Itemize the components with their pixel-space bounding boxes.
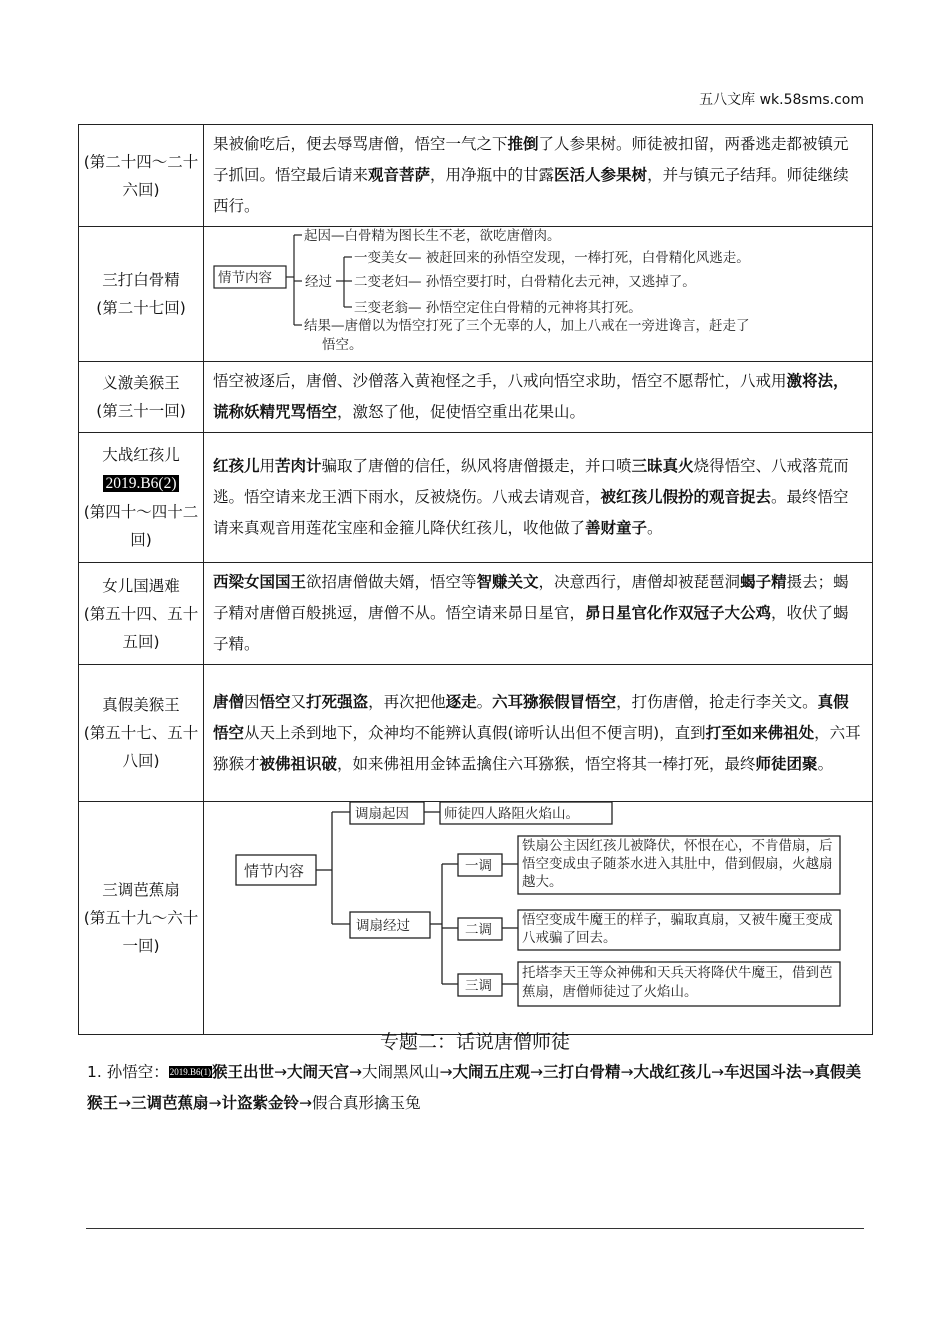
body-text: 用 (259, 457, 276, 475)
content-cell (204, 563, 873, 665)
diagram-step-1-text: 铁扇公主因红孩儿被降伏，怀恨在心，不肯借扇，后悟空变成虫子随茶水进入其肚中，借到假扇，火越扇越大。 (522, 838, 833, 890)
emphasis-text: 西梁女国国王 (213, 573, 307, 591)
table-row (79, 665, 873, 802)
emphasis-text: 真假悟空 (213, 692, 849, 742)
chapter-label: (第五十七、五十八回) (83, 724, 199, 770)
emphasis-text: 被佛祖识破 (259, 754, 338, 773)
exam-badge: 2019.B6(1) (169, 1067, 211, 1077)
diagram-step-1: 一变美女— 被赶回来的孙悟空发现，一棒打死，白骨精化风逃走。 (354, 250, 750, 266)
body-text: 摄去；蝎子精对唐僧百般挑逗，唐僧不从。悟空请来昴日星官， (213, 573, 849, 622)
emphasis-text: 被红孩儿假扮的观音捉去 (600, 488, 772, 506)
episode-title: 真假美猴王 (102, 696, 180, 714)
body-text: 果被偷吃后，便去辱骂唐僧，悟空一气之下 (213, 135, 508, 153)
chapter-label: (第五十四、五十五回) (83, 604, 199, 651)
emphasis-text: 悟空 (259, 692, 291, 711)
body-text: ，并与镇元子结拜。师徒继续西行。 (213, 166, 849, 215)
content-cell (204, 125, 873, 227)
table-row (79, 802, 873, 1035)
body-text: ，六耳猕猴才 (213, 723, 861, 773)
body-text: → (273, 1063, 287, 1081)
content-cell (204, 362, 873, 433)
emphasis-text: 智赚关文 (476, 573, 539, 591)
diagram-cell (204, 227, 873, 362)
body-text: → (711, 1063, 725, 1081)
list-item-prefix: 1. 孙悟空： (87, 1063, 169, 1081)
body-text: → (620, 1063, 634, 1081)
emphasis-text: 逐走 (445, 692, 477, 711)
emphasis-text: 推倒 (507, 135, 539, 153)
body-text: 从天上杀到地下，众神均不能辨认真假(谛听认出但不便言明)，直到 (244, 723, 706, 742)
table-row (79, 125, 873, 227)
diagram-step-3: 三变老翁— 孙悟空定住白骨精的元神将其打死。 (354, 300, 642, 316)
plot-diagram-fan (204, 802, 872, 1030)
diagram-cause-label: 调扇起因 (355, 806, 409, 822)
episode-title: 义激美猴王 (102, 374, 180, 392)
chapter-label: (第二十四～二十六回) (83, 152, 199, 199)
emphasis-text: 善财童子 (585, 519, 648, 537)
emphasis-text: 真假美猴王 (87, 1063, 862, 1112)
body-text: →大闹黑风山→ (349, 1063, 453, 1081)
body-text: 。 (817, 754, 834, 773)
body-text: 了人参果树。师徒被扣留，两番逃走都被镇元子抓回。悟空最后请来 (213, 135, 849, 184)
title-cell (79, 665, 204, 802)
diagram-step-3-label: 三调 (465, 978, 492, 994)
diagram-step-2-text: 悟空变成牛魔王的样子，骗取真扇，又被牛魔王变成八戒骗了回去。 (522, 912, 833, 946)
diagram-main-label: 情节内容 (244, 862, 305, 880)
body-text: 。 (647, 519, 663, 537)
footer-divider (86, 1228, 864, 1229)
body-text: 欲招唐僧做夫婿，悟空等 (306, 573, 477, 591)
body-text: ，再次把他 (368, 692, 446, 711)
title-cell (79, 563, 204, 665)
diagram-step-2-label: 二调 (465, 922, 492, 938)
title-cell (79, 433, 204, 563)
emphasis-text: 昴日星官化作双冠子大公鸡 (585, 604, 772, 622)
content-cell (204, 665, 873, 802)
body-text: 悟空被逐后，唐僧、沙僧落入黄袍怪之手，八戒向悟空求助，悟空不愿帮忙，八戒用 (213, 372, 787, 390)
emphasis-text: 医活人参果树 (554, 166, 648, 184)
title-cell (79, 362, 204, 433)
body-text: → (118, 1094, 132, 1112)
emphasis-text: 大闹天宫 (286, 1063, 349, 1081)
exam-badge: 2019.B6(2) (105, 475, 177, 492)
body-text: 又 (290, 692, 307, 711)
emphasis-text: 观音菩萨 (368, 166, 431, 184)
body-text: ，打伤唐僧，抢走行李关文。 (616, 692, 818, 711)
body-text: → (208, 1094, 222, 1112)
emphasis-text: 车迟国斗法 (724, 1063, 802, 1081)
table-row (79, 433, 873, 563)
emphasis-text: 师徒团聚 (755, 754, 818, 773)
episode-title: 女儿国遇难 (102, 576, 180, 595)
section-title: 专题二：话说唐僧师徒 (379, 1031, 570, 1053)
table-row (79, 227, 873, 362)
emphasis-text: 六耳猕猴假冒悟空 (492, 692, 617, 711)
diagram-result: 结果—唐僧以为悟空打死了三个无辜的人，加上八戒在一旁进谗言，赶走了 (304, 318, 750, 334)
title-cell (79, 802, 204, 1035)
diagram-cause-text: 师徒四人路阻火焰山。 (444, 806, 579, 822)
diagram-cause: 起因—白骨精为图长生不老，欲吃唐僧肉。 (304, 228, 561, 244)
list-item (87, 1057, 867, 1119)
title-cell (79, 227, 204, 362)
table-row (79, 563, 873, 665)
emphasis-text: 蝎子精 (740, 573, 787, 591)
emphasis-text: 激将法，谎称妖精咒骂悟空 (213, 372, 849, 421)
emphasis-text: 苦肉计 (275, 457, 322, 475)
chapter-cell (79, 125, 204, 227)
emphasis-text: 打死强盗 (306, 692, 369, 711)
table-row (79, 362, 873, 433)
emphasis-text: 三昧真火 (631, 457, 694, 475)
body-text: ，如来佛祖用金钵盂擒住六耳猕猴，悟空将其一棒打死，最终 (337, 754, 756, 773)
content-cell (204, 433, 873, 563)
chapter-label: (第三十一回) (96, 402, 186, 420)
diagram-step-1-label: 一调 (465, 858, 492, 874)
watermark: 五八文库 wk.58sms.com (699, 92, 864, 108)
body-text: ，激怒了他，促使悟空重出花果山。 (337, 403, 586, 421)
body-text: ，收伏了蝎子精。 (213, 604, 849, 653)
diagram-process-label: 经过 (305, 274, 332, 290)
diagram-main-label: 情节内容 (218, 270, 272, 286)
emphasis-text: 三打白骨精 (543, 1063, 621, 1081)
plot-table (78, 124, 873, 1035)
emphasis-text: 三调芭蕉扇 (131, 1094, 209, 1112)
body-text: 。最终悟空请来真观音用莲花宝座和金箍儿降伏红孩儿，收他做了 (213, 488, 849, 537)
episode-title: 大战红孩儿 (102, 446, 180, 464)
body-text: 因 (244, 692, 260, 711)
body-text: 骗取了唐僧的信任，纵风将唐僧摄走，并口喷 (321, 457, 632, 475)
emphasis-text: 大战红孩儿 (633, 1063, 712, 1081)
diagram-process-label: 调扇经过 (356, 918, 410, 934)
emphasis-text: 唐僧 (213, 692, 245, 711)
emphasis-text: 红孩儿 (213, 457, 260, 475)
diagram-result-cont: 悟空。 (322, 337, 363, 353)
emphasis-text: 猴王出世 (211, 1063, 274, 1081)
body-text: 。 (476, 692, 493, 711)
emphasis-text: 打至如来佛祖处 (705, 723, 815, 742)
chapter-label: (第五十九～六十一回) (83, 909, 199, 955)
diagram-step-3-text: 托塔李天王等众神佛和天兵天将降伏牛魔王，借到芭蕉扇，唐僧师徒过了火焰山。 (522, 965, 833, 1000)
body-text: ，决意西行，唐僧却被琵琶洞 (538, 573, 741, 591)
emphasis-text: 计盗紫金铃 (221, 1094, 300, 1112)
diagram-step-2: 二变老妇— 孙悟空要打时，白骨精化去元神，又逃掉了。 (354, 274, 696, 290)
body-text: →假合真形擒玉兔 (299, 1094, 421, 1112)
diagram-cell (204, 802, 873, 1035)
body-text: 烧得悟空、八戒落荒而逃。悟空请来龙王洒下雨水，反被烧伤。八戒去请观音， (213, 457, 849, 506)
body-text: → (530, 1063, 543, 1081)
chapter-label: (第二十七回) (96, 299, 186, 317)
plot-diagram-bone-demon (204, 227, 872, 357)
body-text: → (801, 1063, 815, 1081)
episode-title: 三调芭蕉扇 (102, 881, 180, 899)
episode-title: 三打白骨精 (102, 271, 180, 289)
emphasis-text: 大闹五庄观 (452, 1063, 530, 1081)
body-text: ，用净瓶中的甘露 (430, 166, 555, 184)
chapter-label: (第四十～四十二回) (83, 503, 199, 549)
